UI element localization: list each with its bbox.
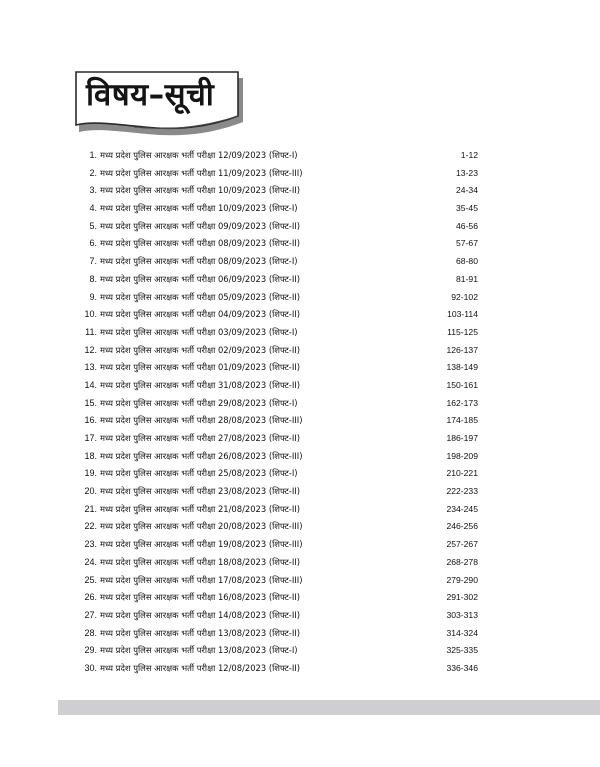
toc-row bbox=[78, 589, 478, 607]
toc-item-title: मध्य प्रदेश पुलिस आरक्षक भर्ती परीक्षा 13/08/2023 (शिफ्ट-II) bbox=[100, 627, 301, 638]
toc-item-title: मध्य प्रदेश पुलिस आरक्षक भर्ती परीक्षा 27/08/2023 (शिफ्ट-II) bbox=[100, 433, 301, 443]
toc-item-pages: 150-161 bbox=[446, 379, 478, 390]
toc-item-pages: 314-324 bbox=[446, 627, 478, 638]
toc-item-number: 5. bbox=[89, 220, 97, 231]
toc-item-title: मध्य प्रदेश पुलिस आरक्षक भर्ती परीक्षा 10/09/2023 (शिफ्ट-II) bbox=[100, 185, 301, 196]
toc-item-number: 14. bbox=[84, 379, 97, 390]
toc-item-title: मध्य प्रदेश पुलिस आरक्षक भर्ती परीक्षा 13/08/2023 (शिफ्ट-I) bbox=[100, 645, 298, 656]
toc-item-number: 18. bbox=[84, 450, 97, 461]
toc-item-title: मध्य प्रदेश पुलिस आरक्षक भर्ती परीक्षा 09/09/2023 (शिफ्ट-II) bbox=[100, 220, 301, 231]
toc-item-title: मध्य प्रदेश पुलिस आरक्षक भर्ती परीक्षा 19/08/2023 (शिफ्ट-III) bbox=[100, 539, 303, 550]
toc-row bbox=[78, 625, 478, 643]
toc-item-number: 20. bbox=[84, 486, 97, 497]
toc-item-number: 19. bbox=[84, 468, 97, 479]
toc-item-title: मध्य प्रदेश पुलिस आरक्षक भर्ती परीक्षा 25/08/2023 (शिफ्ट-I) bbox=[100, 468, 298, 479]
toc-row bbox=[78, 324, 478, 342]
toc-item-title: मध्य प्रदेश पुलिस आरक्षक भर्ती परीक्षा 18/08/2023 (शिफ्ट-II) bbox=[100, 556, 301, 567]
toc-item-title: मध्य प्रदेश पुलिस आरक्षक भर्ती परीक्षा 16/08/2023 (शिफ्ट-II) bbox=[100, 592, 301, 603]
toc-item-number: 7. bbox=[89, 256, 97, 267]
toc-item-pages: 1-12 bbox=[460, 150, 478, 160]
toc-item-title: मध्य प्रदेश पुलिस आरक्षक भर्ती परीक्षा 21/08/2023 (शिफ्ट-II) bbox=[100, 503, 301, 514]
toc-item-number: 4. bbox=[89, 203, 97, 214]
toc-row bbox=[78, 147, 478, 165]
toc-item-pages: 46-56 bbox=[456, 220, 478, 231]
toc-row bbox=[78, 182, 478, 200]
toc-item-pages: 222-233 bbox=[446, 486, 478, 497]
footer-bar bbox=[58, 700, 600, 715]
toc-item-title: मध्य प्रदेश पुलिस आरक्षक भर्ती परीक्षा 20/08/2023 (शिफ्ट-III) bbox=[100, 521, 303, 532]
toc-item-title: मध्य प्रदेश पुलिस आरक्षक भर्ती परीक्षा 08/09/2023 (शिफ्ट-II) bbox=[100, 238, 301, 249]
toc-row bbox=[78, 483, 478, 501]
toc-item-title: मध्य प्रदेश पुलिस आरक्षक भर्ती परीक्षा 04/09/2023 (शिफ्ट-II) bbox=[100, 309, 301, 320]
toc-row bbox=[78, 660, 478, 678]
toc-item-pages: 162-173 bbox=[446, 397, 478, 408]
toc-item-pages: 325-335 bbox=[446, 645, 478, 656]
toc-item-pages: 268-278 bbox=[446, 556, 478, 567]
toc-row bbox=[78, 218, 478, 236]
toc-item-pages: 92-102 bbox=[451, 291, 478, 302]
toc-item-pages: 279-290 bbox=[446, 574, 478, 585]
toc-item-pages: 57-67 bbox=[456, 238, 478, 249]
toc-item-number: 3. bbox=[89, 185, 97, 196]
toc-item-pages: 24-34 bbox=[456, 185, 478, 196]
toc-item-number: 24. bbox=[84, 556, 97, 567]
toc-item-pages: 35-45 bbox=[456, 203, 478, 214]
toc-row bbox=[78, 342, 478, 360]
toc-item-title: मध्य प्रदेश पुलिस आरक्षक भर्ती परीक्षा 14/08/2023 (शिफ्ट-II) bbox=[100, 609, 301, 620]
toc-row bbox=[78, 501, 478, 519]
heading-banner bbox=[74, 70, 244, 136]
toc-item-pages: 257-267 bbox=[446, 539, 478, 550]
toc-item-pages: 186-197 bbox=[446, 433, 478, 443]
toc-row bbox=[78, 448, 478, 466]
toc-item-pages: 68-80 bbox=[456, 256, 478, 267]
toc-item-pages: 126-137 bbox=[446, 344, 478, 355]
toc-item-number: 9. bbox=[89, 291, 97, 302]
toc-item-number: 21. bbox=[84, 503, 97, 514]
toc-item-title: मध्य प्रदेश पुलिस आरक्षक भर्ती परीक्षा 06/09/2023 (शिफ्ट-II) bbox=[100, 273, 301, 284]
toc-row bbox=[78, 518, 478, 536]
toc-item-title: मध्य प्रदेश पुलिस आरक्षक भर्ती परीक्षा 26/08/2023 (शिफ्ट-III) bbox=[100, 450, 303, 461]
toc-row bbox=[78, 271, 478, 289]
toc-item-number: 13. bbox=[84, 362, 97, 373]
table-of-contents bbox=[78, 147, 478, 678]
toc-item-pages: 103-114 bbox=[447, 309, 478, 320]
toc-item-pages: 246-256 bbox=[446, 521, 478, 532]
toc-item-pages: 210-221 bbox=[446, 468, 478, 479]
toc-item-title: मध्य प्रदेश पुलिस आरक्षक भर्ती परीक्षा 17/08/2023 (शिफ्ट-III) bbox=[100, 574, 303, 585]
toc-item-pages: 138-149 bbox=[446, 362, 478, 373]
toc-item-number: 12. bbox=[84, 344, 97, 355]
toc-item-pages: 303-313 bbox=[446, 609, 478, 620]
toc-item-title: मध्य प्रदेश पुलिस आरक्षक भर्ती परीक्षा 10/09/2023 (शिफ्ट-I) bbox=[100, 203, 298, 214]
toc-item-number: 30. bbox=[84, 662, 97, 673]
toc-item-pages: 336-346 bbox=[446, 662, 478, 673]
toc-item-pages: 13-23 bbox=[456, 167, 478, 178]
toc-item-number: 29. bbox=[84, 645, 97, 656]
toc-row bbox=[78, 572, 478, 590]
toc-row bbox=[78, 642, 478, 660]
toc-item-number: 28. bbox=[84, 627, 97, 638]
toc-item-number: 6. bbox=[89, 238, 97, 249]
toc-item-number: 16. bbox=[84, 415, 97, 426]
toc-item-title: मध्य प्रदेश पुलिस आरक्षक भर्ती परीक्षा 29/08/2023 (शिफ्ट-I) bbox=[100, 397, 298, 408]
toc-row bbox=[78, 165, 478, 183]
toc-item-number: 23. bbox=[84, 539, 97, 550]
toc-row bbox=[78, 412, 478, 430]
toc-item-number: 8. bbox=[89, 273, 97, 284]
toc-item-pages: 234-245 bbox=[446, 503, 478, 514]
toc-item-number: 15. bbox=[84, 397, 97, 408]
page-title: विषय–सूची bbox=[86, 77, 215, 113]
toc-item-title: मध्य प्रदेश पुलिस आरक्षक भर्ती परीक्षा 11/09/2023 (शिफ्ट-III) bbox=[100, 167, 303, 178]
toc-row bbox=[78, 253, 478, 271]
toc-item-title: मध्य प्रदेश पुलिस आरक्षक भर्ती परीक्षा 23/08/2023 (शिफ्ट-II) bbox=[100, 486, 301, 497]
toc-item-pages: 198-209 bbox=[446, 450, 478, 461]
toc-item-number: 2. bbox=[89, 167, 97, 178]
toc-item-title: मध्य प्रदेश पुलिस आरक्षक भर्ती परीक्षा 12/08/2023 (शिफ्ट-II) bbox=[100, 662, 301, 673]
toc-item-title: मध्य प्रदेश पुलिस आरक्षक भर्ती परीक्षा 03/09/2023 (शिफ्ट-I) bbox=[100, 326, 298, 337]
toc-row bbox=[78, 395, 478, 413]
toc-item-title: मध्य प्रदेश पुलिस आरक्षक भर्ती परीक्षा 01/09/2023 (शिफ्ट-II) bbox=[100, 362, 301, 373]
toc-item-number: 22. bbox=[84, 521, 97, 532]
toc-item-number: 27. bbox=[84, 609, 97, 620]
toc-row bbox=[78, 200, 478, 218]
toc-item-pages: 291-302 bbox=[446, 592, 478, 603]
toc-item-title: मध्य प्रदेश पुलिस आरक्षक भर्ती परीक्षा 31/08/2023 (शिफ्ट-II) bbox=[100, 379, 301, 390]
toc-row bbox=[78, 377, 478, 395]
toc-item-pages: 81-91 bbox=[456, 273, 478, 284]
toc-row bbox=[78, 430, 478, 448]
toc-row bbox=[78, 607, 478, 625]
toc-item-number: 17. bbox=[84, 433, 97, 443]
toc-item-title: मध्य प्रदेश पुलिस आरक्षक भर्ती परीक्षा 02/09/2023 (शिफ्ट-II) bbox=[100, 344, 301, 355]
toc-item-title: मध्य प्रदेश पुलिस आरक्षक भर्ती परीक्षा 12/09/2023 (शिफ्ट-I) bbox=[100, 150, 298, 160]
toc-item-title: मध्य प्रदेश पुलिस आरक्षक भर्ती परीक्षा 05/09/2023 (शिफ्ट-II) bbox=[100, 291, 301, 302]
toc-row bbox=[78, 359, 478, 377]
toc-row bbox=[78, 554, 478, 572]
toc-item-number: 10. bbox=[84, 309, 97, 320]
toc-row bbox=[78, 289, 478, 307]
toc-item-pages: 115-125 bbox=[447, 326, 478, 337]
toc-item-number: 11. bbox=[85, 326, 97, 337]
toc-item-title: मध्य प्रदेश पुलिस आरक्षक भर्ती परीक्षा 08/09/2023 (शिफ्ट-I) bbox=[100, 256, 298, 267]
toc-row bbox=[78, 465, 478, 483]
toc-item-number: 25. bbox=[84, 574, 97, 585]
toc-item-title: मध्य प्रदेश पुलिस आरक्षक भर्ती परीक्षा 28/08/2023 (शिफ्ट-III) bbox=[100, 415, 303, 426]
toc-item-number: 26. bbox=[84, 592, 97, 603]
toc-item-pages: 174-185 bbox=[446, 415, 478, 426]
toc-row bbox=[78, 536, 478, 554]
toc-row bbox=[78, 306, 478, 324]
toc-row bbox=[78, 235, 478, 253]
toc-item-number: 1. bbox=[89, 150, 97, 160]
